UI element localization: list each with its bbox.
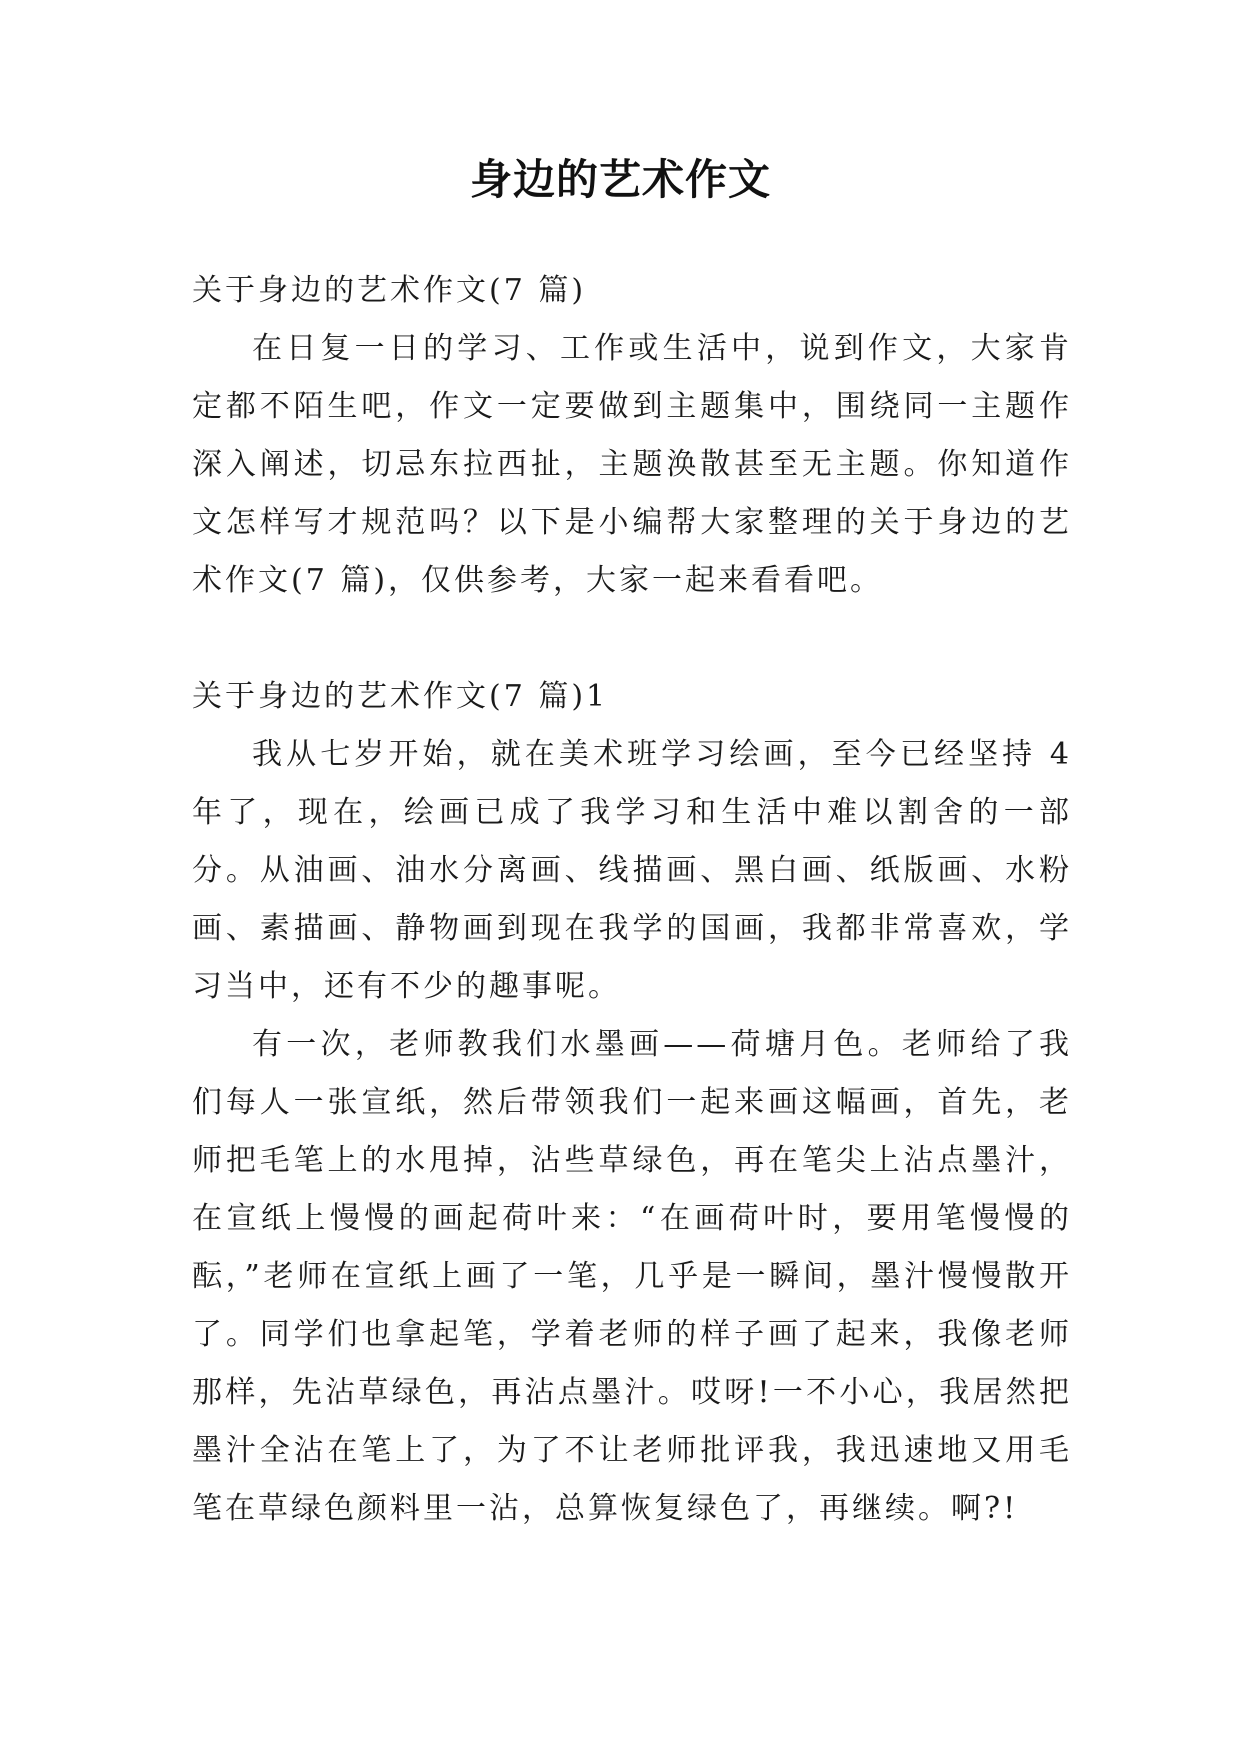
section1-paragraph-2: 有一次，老师教我们水墨画——荷塘月色。老师给了我们每人一张宣纸，然后带领我们一起来画这幅画，首先，老师把毛笔上的水甩掉，沾些草绿色，再在笔尖上沾点墨汁，在宣纸上慢慢的画起荷叶来：“在画荷叶时，要用笔慢慢的酝，”老师在宣纸上画了一笔，几乎是一瞬间，墨汁慢慢散开了。同学们也拿起笔，学着老师的样子画了起来，我像老师那样，先沾草绿色，再沾点墨汁。哎呀!一不小心，我居然把墨汁全沾在笔上了，为了不让老师批评我，我迅速地又用毛笔在草绿色颜料里一沾，总算恢复绿色了，再继续。啊?! xyxy=(192,1027,1072,1526)
section-spacer xyxy=(192,610,1072,668)
section1-heading: 关于身边的艺术作文(7 篇)1 xyxy=(192,679,609,714)
section1-paragraph-1: 我从七岁开始，就在美术班学习绘画，至今已经坚持 4 年了，现在，绘画已成了我学习和生活中难以割舍的一部分。从油画、油水分离画、线描画、黑白画、纸版画、水粉画、素描画、静物画到现在我学的国画，我都非常喜欢，学习当中，还有不少的趣事呢。 xyxy=(192,737,1072,1004)
document-body xyxy=(192,262,1072,1538)
document-title: 身边的艺术作文 xyxy=(469,155,771,204)
intro-paragraph: 在日复一日的学习、工作或生活中，说到作文，大家肯定都不陌生吧，作文一定要做到主题集中，围绕同一主题作深入阐述，切忌东拉西扯，主题涣散甚至无主题。你知道作文怎样写才规范吗？以下是小编帮大家整理的关于身边的艺术作文(7 篇)，仅供参考，大家一起来看看吧。 xyxy=(192,331,1072,598)
intro-heading: 关于身边的艺术作文(7 篇) xyxy=(192,273,587,308)
